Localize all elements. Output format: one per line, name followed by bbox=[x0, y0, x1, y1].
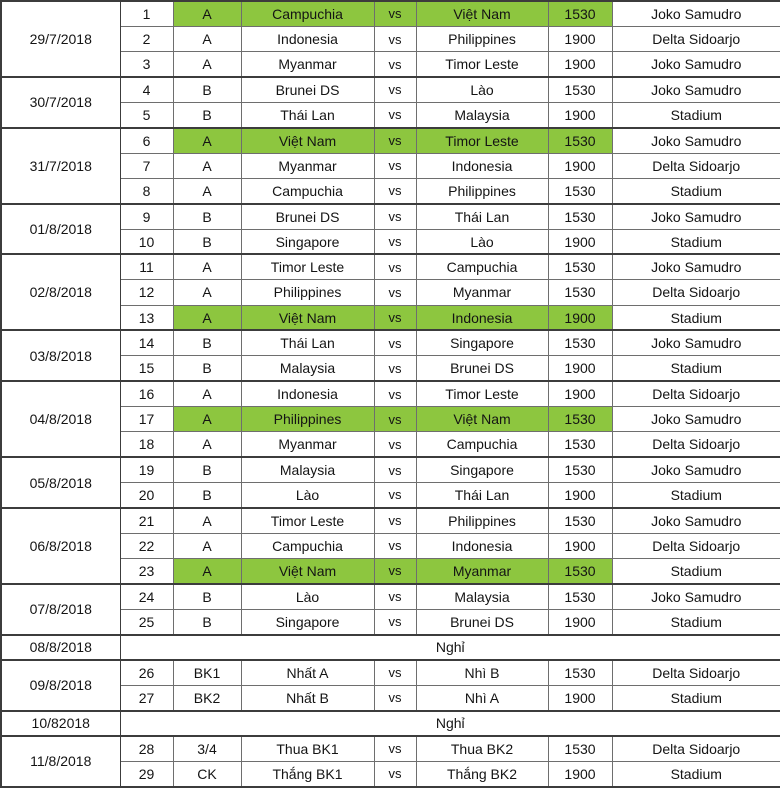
home-team-cell: Campuchia bbox=[241, 533, 374, 558]
date-cell: 29/7/2018 bbox=[1, 1, 120, 77]
vs-cell: vs bbox=[374, 305, 416, 330]
venue-cell: Stadium bbox=[612, 483, 780, 508]
group-cell: A bbox=[173, 508, 241, 533]
match-number-cell: 8 bbox=[120, 178, 173, 203]
match-number-cell: 29 bbox=[120, 761, 173, 786]
home-team-cell: Campuchia bbox=[241, 1, 374, 26]
vs-cell: vs bbox=[374, 533, 416, 558]
away-team-cell: Indonesia bbox=[416, 153, 548, 178]
time-cell: 1530 bbox=[548, 660, 612, 685]
venue-cell: Joko Samudro bbox=[612, 407, 780, 432]
away-team-cell: Thua BK2 bbox=[416, 736, 548, 761]
away-team-cell: Timor Leste bbox=[416, 52, 548, 77]
away-team-cell: Nhì B bbox=[416, 660, 548, 685]
home-team-cell: Philippines bbox=[241, 407, 374, 432]
time-cell: 1530 bbox=[548, 432, 612, 457]
venue-cell: Stadium bbox=[612, 356, 780, 381]
match-number-cell: 23 bbox=[120, 559, 173, 584]
time-cell: 1530 bbox=[548, 508, 612, 533]
time-cell: 1530 bbox=[548, 254, 612, 279]
match-number-cell: 21 bbox=[120, 508, 173, 533]
vs-cell: vs bbox=[374, 381, 416, 406]
away-team-cell: Singapore bbox=[416, 330, 548, 355]
date-cell: 31/7/2018 bbox=[1, 128, 120, 204]
time-cell: 1900 bbox=[548, 685, 612, 710]
venue-cell: Joko Samudro bbox=[612, 330, 780, 355]
home-team-cell: Brunei DS bbox=[241, 204, 374, 229]
venue-cell: Stadium bbox=[612, 609, 780, 634]
group-cell: B bbox=[173, 330, 241, 355]
vs-cell: vs bbox=[374, 609, 416, 634]
venue-cell: Joko Samudro bbox=[612, 254, 780, 279]
time-cell: 1530 bbox=[548, 204, 612, 229]
group-cell: A bbox=[173, 1, 241, 26]
vs-cell: vs bbox=[374, 1, 416, 26]
date-cell: 08/8/2018 bbox=[1, 635, 120, 660]
home-team-cell: Thái Lan bbox=[241, 102, 374, 127]
time-cell: 1900 bbox=[548, 26, 612, 51]
group-cell: A bbox=[173, 533, 241, 558]
venue-cell: Delta Sidoarjo bbox=[612, 660, 780, 685]
match-number-cell: 7 bbox=[120, 153, 173, 178]
home-team-cell: Malaysia bbox=[241, 457, 374, 482]
vs-cell: vs bbox=[374, 102, 416, 127]
match-number-cell: 24 bbox=[120, 584, 173, 609]
away-team-cell: Malaysia bbox=[416, 102, 548, 127]
vs-cell: vs bbox=[374, 153, 416, 178]
venue-cell: Stadium bbox=[612, 685, 780, 710]
vs-cell: vs bbox=[374, 660, 416, 685]
away-team-cell: Philippines bbox=[416, 508, 548, 533]
group-cell: A bbox=[173, 559, 241, 584]
match-row bbox=[1, 204, 780, 229]
home-team-cell: Malaysia bbox=[241, 356, 374, 381]
group-cell: B bbox=[173, 584, 241, 609]
vs-cell: vs bbox=[374, 508, 416, 533]
time-cell: 1530 bbox=[548, 559, 612, 584]
match-number-cell: 15 bbox=[120, 356, 173, 381]
away-team-cell: Philippines bbox=[416, 26, 548, 51]
away-team-cell: Indonesia bbox=[416, 305, 548, 330]
home-team-cell: Myanmar bbox=[241, 153, 374, 178]
vs-cell: vs bbox=[374, 128, 416, 153]
time-cell: 1900 bbox=[548, 533, 612, 558]
group-cell: A bbox=[173, 381, 241, 406]
vs-cell: vs bbox=[374, 254, 416, 279]
venue-cell: Stadium bbox=[612, 559, 780, 584]
vs-cell: vs bbox=[374, 178, 416, 203]
time-cell: 1530 bbox=[548, 128, 612, 153]
match-row bbox=[1, 128, 780, 153]
match-row bbox=[1, 77, 780, 102]
vs-cell: vs bbox=[374, 26, 416, 51]
venue-cell: Joko Samudro bbox=[612, 457, 780, 482]
match-row bbox=[1, 381, 780, 406]
home-team-cell: Lào bbox=[241, 584, 374, 609]
home-team-cell: Campuchia bbox=[241, 178, 374, 203]
venue-cell: Joko Samudro bbox=[612, 52, 780, 77]
group-cell: A bbox=[173, 26, 241, 51]
time-cell: 1900 bbox=[548, 52, 612, 77]
group-cell: 3/4 bbox=[173, 736, 241, 761]
venue-cell: Delta Sidoarjo bbox=[612, 26, 780, 51]
venue-cell: Delta Sidoarjo bbox=[612, 280, 780, 305]
away-team-cell: Thái Lan bbox=[416, 483, 548, 508]
group-cell: A bbox=[173, 52, 241, 77]
time-cell: 1530 bbox=[548, 178, 612, 203]
home-team-cell: Nhất A bbox=[241, 660, 374, 685]
group-cell: BK1 bbox=[173, 660, 241, 685]
group-cell: BK2 bbox=[173, 685, 241, 710]
vs-cell: vs bbox=[374, 229, 416, 254]
away-team-cell: Brunei DS bbox=[416, 609, 548, 634]
away-team-cell: Indonesia bbox=[416, 533, 548, 558]
vs-cell: vs bbox=[374, 584, 416, 609]
rest-cell: Nghỉ bbox=[120, 635, 780, 660]
match-number-cell: 9 bbox=[120, 204, 173, 229]
venue-cell: Joko Samudro bbox=[612, 128, 780, 153]
rest-day-row bbox=[1, 711, 780, 736]
time-cell: 1900 bbox=[548, 609, 612, 634]
venue-cell: Stadium bbox=[612, 761, 780, 786]
home-team-cell: Timor Leste bbox=[241, 254, 374, 279]
away-team-cell: Việt Nam bbox=[416, 1, 548, 26]
group-cell: B bbox=[173, 609, 241, 634]
match-number-cell: 19 bbox=[120, 457, 173, 482]
home-team-cell: Nhất B bbox=[241, 685, 374, 710]
venue-cell: Delta Sidoarjo bbox=[612, 381, 780, 406]
home-team-cell: Việt Nam bbox=[241, 559, 374, 584]
group-cell: A bbox=[173, 407, 241, 432]
match-row bbox=[1, 660, 780, 685]
time-cell: 1530 bbox=[548, 457, 612, 482]
home-team-cell: Indonesia bbox=[241, 26, 374, 51]
rest-day-row bbox=[1, 635, 780, 660]
date-cell: 03/8/2018 bbox=[1, 330, 120, 381]
home-team-cell: Singapore bbox=[241, 609, 374, 634]
match-number-cell: 4 bbox=[120, 77, 173, 102]
away-team-cell: Brunei DS bbox=[416, 356, 548, 381]
venue-cell: Stadium bbox=[612, 229, 780, 254]
venue-cell: Joko Samudro bbox=[612, 1, 780, 26]
vs-cell: vs bbox=[374, 483, 416, 508]
date-cell: 06/8/2018 bbox=[1, 508, 120, 584]
group-cell: B bbox=[173, 229, 241, 254]
match-number-cell: 12 bbox=[120, 280, 173, 305]
match-row bbox=[1, 508, 780, 533]
group-cell: A bbox=[173, 254, 241, 279]
away-team-cell: Nhì A bbox=[416, 685, 548, 710]
group-cell: B bbox=[173, 204, 241, 229]
vs-cell: vs bbox=[374, 77, 416, 102]
time-cell: 1900 bbox=[548, 356, 612, 381]
match-number-cell: 25 bbox=[120, 609, 173, 634]
group-cell: B bbox=[173, 102, 241, 127]
home-team-cell: Thắng BK1 bbox=[241, 761, 374, 786]
group-cell: CK bbox=[173, 761, 241, 786]
time-cell: 1900 bbox=[548, 381, 612, 406]
vs-cell: vs bbox=[374, 559, 416, 584]
match-number-cell: 14 bbox=[120, 330, 173, 355]
match-number-cell: 6 bbox=[120, 128, 173, 153]
match-number-cell: 18 bbox=[120, 432, 173, 457]
rest-cell: Nghỉ bbox=[120, 711, 780, 736]
home-team-cell: Brunei DS bbox=[241, 77, 374, 102]
match-number-cell: 27 bbox=[120, 685, 173, 710]
venue-cell: Delta Sidoarjo bbox=[612, 736, 780, 761]
match-number-cell: 2 bbox=[120, 26, 173, 51]
match-number-cell: 28 bbox=[120, 736, 173, 761]
time-cell: 1530 bbox=[548, 407, 612, 432]
venue-cell: Joko Samudro bbox=[612, 508, 780, 533]
time-cell: 1530 bbox=[548, 736, 612, 761]
home-team-cell: Myanmar bbox=[241, 52, 374, 77]
away-team-cell: Lào bbox=[416, 77, 548, 102]
away-team-cell: Campuchia bbox=[416, 254, 548, 279]
venue-cell: Stadium bbox=[612, 102, 780, 127]
away-team-cell: Timor Leste bbox=[416, 381, 548, 406]
away-team-cell: Philippines bbox=[416, 178, 548, 203]
home-team-cell: Indonesia bbox=[241, 381, 374, 406]
vs-cell: vs bbox=[374, 356, 416, 381]
group-cell: A bbox=[173, 280, 241, 305]
match-number-cell: 1 bbox=[120, 1, 173, 26]
vs-cell: vs bbox=[374, 761, 416, 786]
date-cell: 04/8/2018 bbox=[1, 381, 120, 457]
venue-cell: Delta Sidoarjo bbox=[612, 153, 780, 178]
match-row bbox=[1, 584, 780, 609]
home-team-cell: Myanmar bbox=[241, 432, 374, 457]
time-cell: 1900 bbox=[548, 761, 612, 786]
match-number-cell: 16 bbox=[120, 381, 173, 406]
home-team-cell: Lào bbox=[241, 483, 374, 508]
time-cell: 1530 bbox=[548, 1, 612, 26]
time-cell: 1530 bbox=[548, 280, 612, 305]
date-cell: 07/8/2018 bbox=[1, 584, 120, 635]
venue-cell: Joko Samudro bbox=[612, 584, 780, 609]
date-cell: 05/8/2018 bbox=[1, 457, 120, 508]
venue-cell: Stadium bbox=[612, 178, 780, 203]
vs-cell: vs bbox=[374, 736, 416, 761]
match-number-cell: 13 bbox=[120, 305, 173, 330]
group-cell: B bbox=[173, 483, 241, 508]
vs-cell: vs bbox=[374, 52, 416, 77]
home-team-cell: Thua BK1 bbox=[241, 736, 374, 761]
group-cell: B bbox=[173, 77, 241, 102]
match-number-cell: 22 bbox=[120, 533, 173, 558]
group-cell: A bbox=[173, 432, 241, 457]
vs-cell: vs bbox=[374, 432, 416, 457]
away-team-cell: Malaysia bbox=[416, 584, 548, 609]
date-cell: 01/8/2018 bbox=[1, 204, 120, 255]
away-team-cell: Thái Lan bbox=[416, 204, 548, 229]
away-team-cell: Myanmar bbox=[416, 559, 548, 584]
vs-cell: vs bbox=[374, 204, 416, 229]
vs-cell: vs bbox=[374, 330, 416, 355]
venue-cell: Joko Samudro bbox=[612, 77, 780, 102]
away-team-cell: Lào bbox=[416, 229, 548, 254]
time-cell: 1900 bbox=[548, 229, 612, 254]
match-number-cell: 3 bbox=[120, 52, 173, 77]
venue-cell: Stadium bbox=[612, 305, 780, 330]
time-cell: 1530 bbox=[548, 77, 612, 102]
away-team-cell: Campuchia bbox=[416, 432, 548, 457]
vs-cell: vs bbox=[374, 407, 416, 432]
home-team-cell: Singapore bbox=[241, 229, 374, 254]
away-team-cell: Timor Leste bbox=[416, 128, 548, 153]
match-row bbox=[1, 736, 780, 761]
date-cell: 30/7/2018 bbox=[1, 77, 120, 128]
date-cell: 02/8/2018 bbox=[1, 254, 120, 330]
home-team-cell: Việt Nam bbox=[241, 305, 374, 330]
group-cell: B bbox=[173, 356, 241, 381]
match-row bbox=[1, 457, 780, 482]
venue-cell: Delta Sidoarjo bbox=[612, 533, 780, 558]
home-team-cell: Timor Leste bbox=[241, 508, 374, 533]
group-cell: A bbox=[173, 153, 241, 178]
time-cell: 1530 bbox=[548, 330, 612, 355]
match-row bbox=[1, 1, 780, 26]
date-cell: 10/82018 bbox=[1, 711, 120, 736]
away-team-cell: Thắng BK2 bbox=[416, 761, 548, 786]
away-team-cell: Việt Nam bbox=[416, 407, 548, 432]
group-cell: A bbox=[173, 305, 241, 330]
home-team-cell: Philippines bbox=[241, 280, 374, 305]
vs-cell: vs bbox=[374, 457, 416, 482]
time-cell: 1900 bbox=[548, 102, 612, 127]
time-cell: 1900 bbox=[548, 153, 612, 178]
schedule-body bbox=[1, 1, 780, 787]
vs-cell: vs bbox=[374, 685, 416, 710]
date-cell: 11/8/2018 bbox=[1, 736, 120, 787]
time-cell: 1530 bbox=[548, 584, 612, 609]
match-row bbox=[1, 330, 780, 355]
home-team-cell: Thái Lan bbox=[241, 330, 374, 355]
home-team-cell: Việt Nam bbox=[241, 128, 374, 153]
venue-cell: Joko Samudro bbox=[612, 204, 780, 229]
away-team-cell: Myanmar bbox=[416, 280, 548, 305]
away-team-cell: Singapore bbox=[416, 457, 548, 482]
group-cell: A bbox=[173, 178, 241, 203]
match-number-cell: 17 bbox=[120, 407, 173, 432]
match-number-cell: 5 bbox=[120, 102, 173, 127]
match-number-cell: 20 bbox=[120, 483, 173, 508]
match-number-cell: 11 bbox=[120, 254, 173, 279]
group-cell: B bbox=[173, 457, 241, 482]
venue-cell: Delta Sidoarjo bbox=[612, 432, 780, 457]
group-cell: A bbox=[173, 128, 241, 153]
match-number-cell: 26 bbox=[120, 660, 173, 685]
match-row bbox=[1, 254, 780, 279]
time-cell: 1900 bbox=[548, 305, 612, 330]
date-cell: 09/8/2018 bbox=[1, 660, 120, 711]
match-number-cell: 10 bbox=[120, 229, 173, 254]
time-cell: 1900 bbox=[548, 483, 612, 508]
vs-cell: vs bbox=[374, 280, 416, 305]
